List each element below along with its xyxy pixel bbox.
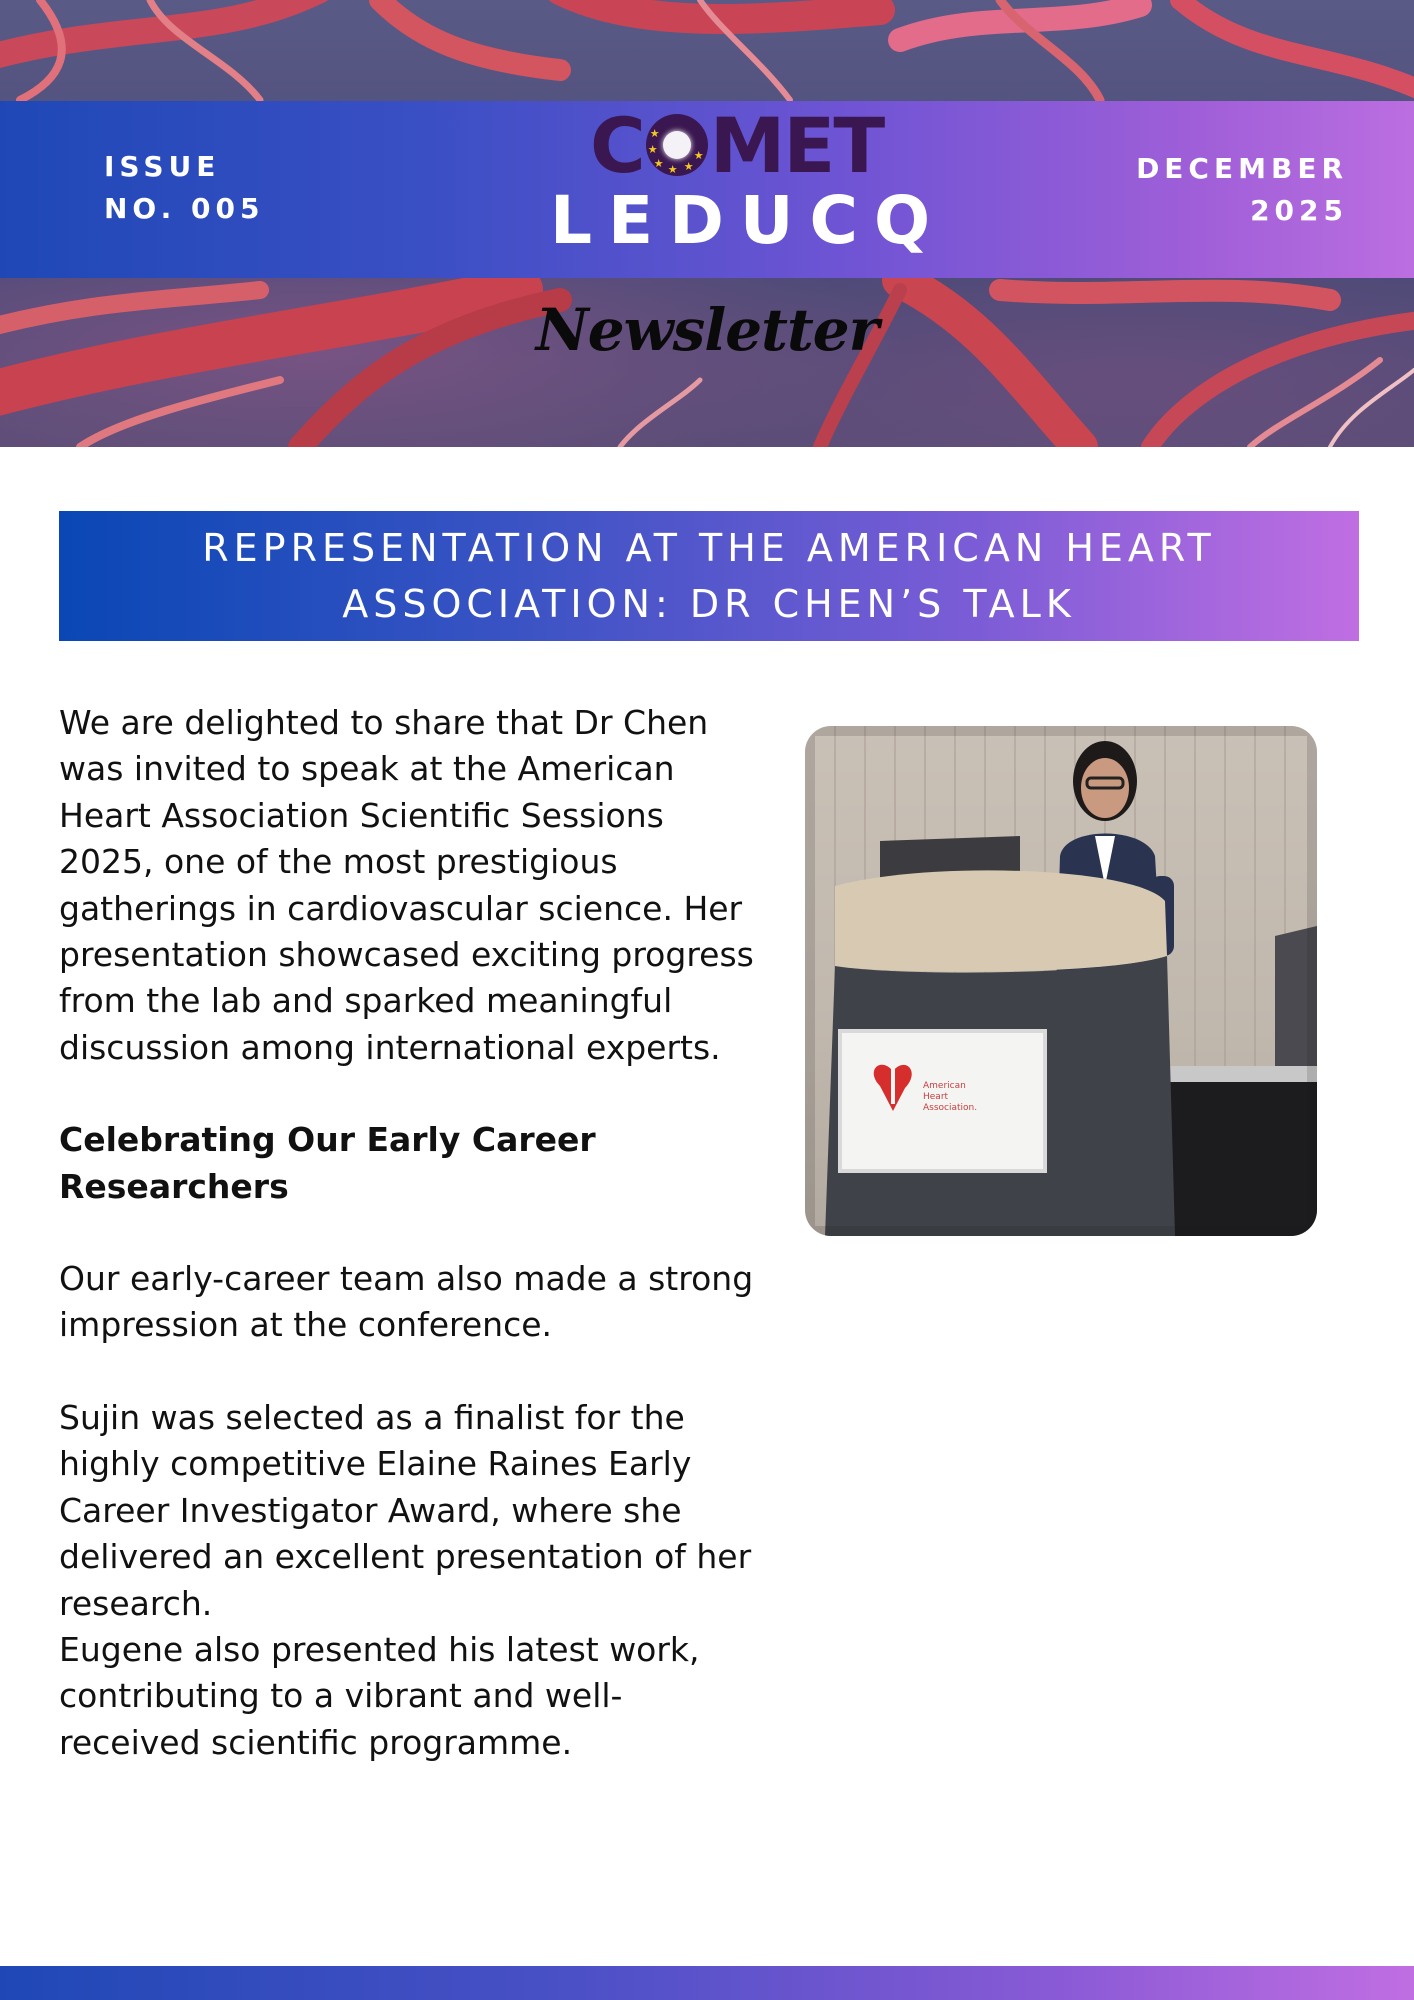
podium-sign-text: American <box>923 1081 966 1091</box>
article-paragraph: Our early-career team also made a strong impression at the conference. <box>59 1259 754 1345</box>
section-title-bar <box>59 511 1359 641</box>
newsletter-title: Newsletter <box>535 296 879 364</box>
article-subheading: Celebrating Our Early Career Researchers <box>59 1120 596 1206</box>
article-paragraph: Sujin was selected as a finalist for the highly competitive Elaine Raines Early Career Investigator Award, where she delivered an excellent presentation of her research. <box>59 1397 752 1623</box>
article-intro: We are delighted to share that Dr Chen was invited to speak at the American Heart Association Scientific Sessions 2025, one of the most prestigious gatherings in cardiovascular science. Her presentation showcased exciting progress from the lab and sparked meaningful discussion among international experts. <box>59 703 754 1067</box>
footer-gradient-bar <box>0 1966 1414 2000</box>
issue-number: ISSUE NO. 005 <box>104 150 265 225</box>
podium-sign-text: Association. <box>923 1103 978 1113</box>
podium-sign-text: Heart <box>923 1092 949 1102</box>
article-paragraph: Eugene also presented his latest work, contributing to a vibrant and well-received scientific programme. <box>59 1629 700 1762</box>
section-title: REPRESENTATION AT THE AMERICAN HEART ASSOCIATION: DR CHEN’S TALK <box>202 526 1216 626</box>
speaker-photo <box>805 726 1317 1236</box>
issue-date: DECEMBER 2025 <box>1136 152 1348 227</box>
leducq-logo: LEDUCQ <box>550 182 947 259</box>
hero-header <box>0 0 1414 447</box>
article-body <box>59 700 759 1766</box>
comet-star-ring-icon: ★ ★ ★ ★ ★ ★ <box>646 114 708 176</box>
comet-logo: C ★ ★ ★ ★ ★ ★ MET <box>590 100 884 190</box>
